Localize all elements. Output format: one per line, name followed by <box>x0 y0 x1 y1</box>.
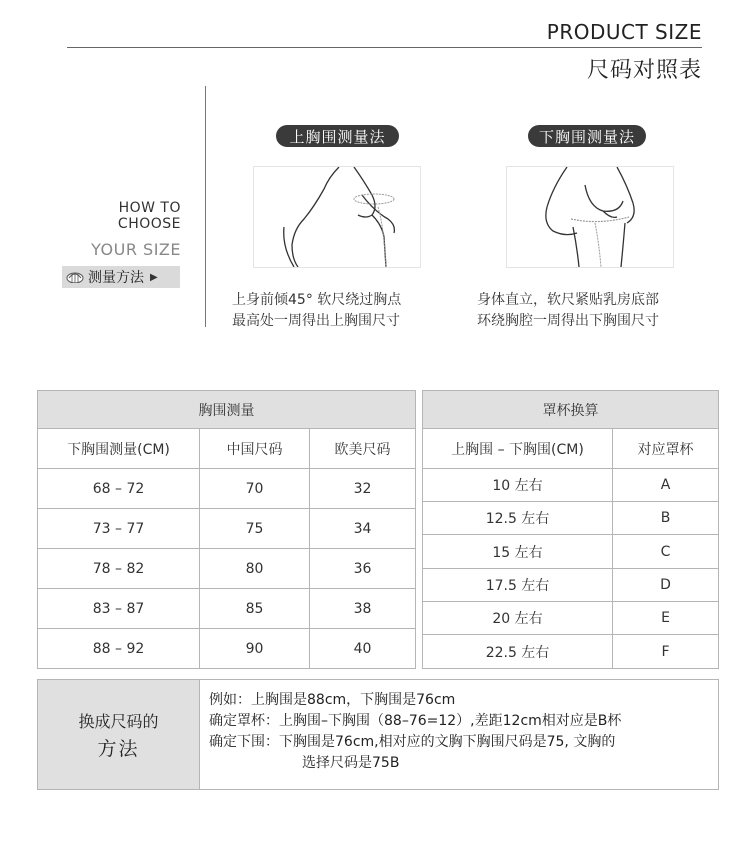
header-eu-size: 欧美尺码 <box>310 429 416 469</box>
note-line4: 选择尺码是75B <box>302 755 400 771</box>
bust-diff: 17.5 左右 <box>423 569 613 602</box>
cup-size: E <box>613 602 719 635</box>
table-row <box>38 629 416 669</box>
upper-bust-label: 上胸围测量法 <box>276 125 399 147</box>
note-label-line1: 换成尺码的 <box>78 711 159 731</box>
method-tag <box>62 266 180 288</box>
bust-diff: 12.5 左右 <box>423 502 613 535</box>
note-line1: 例如：上胸围是88cm，下胸围是76cm <box>209 692 456 708</box>
vertical-divider <box>205 86 206 327</box>
table-row <box>38 469 416 509</box>
underbust-range: 83 – 87 <box>38 589 200 629</box>
cn-size: 75 <box>200 509 310 549</box>
eu-size: 36 <box>310 549 416 589</box>
header-cn-size: 中国尺码 <box>200 429 310 469</box>
cup-size: F <box>613 635 719 669</box>
header-bust-diff: 上胸围 – 下胸围(CM) <box>423 429 613 469</box>
header-title-zh: 尺码对照表 <box>586 58 702 83</box>
table-row <box>38 509 416 549</box>
eu-size: 34 <box>310 509 416 549</box>
size-conversion-note <box>37 679 719 790</box>
under-bust-label: 下胸围测量法 <box>528 125 646 147</box>
cn-size: 70 <box>200 469 310 509</box>
table-row <box>423 569 719 602</box>
table-row <box>423 602 719 635</box>
cup-size: B <box>613 502 719 535</box>
under-caption-line2: 环绕胸腔一周得出下胸围尺寸 <box>477 313 659 329</box>
upper-bust-illustration <box>253 166 421 268</box>
table-row <box>423 469 719 502</box>
bust-diff: 10 左右 <box>423 469 613 502</box>
underbust-range: 68 – 72 <box>38 469 200 509</box>
header-cup: 对应罩杯 <box>613 429 719 469</box>
how-to-line1: HOW TO <box>118 200 181 216</box>
underbust-range: 88 – 92 <box>38 629 200 669</box>
table-row <box>423 535 719 569</box>
underbust-range: 78 – 82 <box>38 549 200 589</box>
eu-size: 40 <box>310 629 416 669</box>
under-bust-caption <box>477 290 659 332</box>
cup-icon <box>66 271 84 283</box>
upper-bust-caption <box>232 290 401 332</box>
bust-table-title: 胸围测量 <box>38 391 416 429</box>
table-row <box>423 635 719 669</box>
cup-size: C <box>613 535 719 569</box>
table-row <box>38 589 416 629</box>
bust-diff: 15 左右 <box>423 535 613 569</box>
bust-diff: 20 左右 <box>423 602 613 635</box>
cup-size: D <box>613 569 719 602</box>
note-label <box>38 680 200 789</box>
your-size-label: YOUR SIZE <box>91 240 181 259</box>
cn-size: 90 <box>200 629 310 669</box>
bust-measurement-table <box>37 390 416 669</box>
eu-size: 38 <box>310 589 416 629</box>
note-text <box>209 690 621 774</box>
cup-table-title: 罩杯换算 <box>423 391 719 429</box>
note-line2: 确定罩杯：上胸围–下胸围（88–76=12）,差距12cm相对应是B杯 <box>209 713 622 729</box>
cn-size: 85 <box>200 589 310 629</box>
header-underbust: 下胸围测量(CM) <box>38 429 200 469</box>
method-label: 测量方法 <box>88 270 144 286</box>
how-to-line2: CHOOSE <box>117 216 181 232</box>
cn-size: 80 <box>200 549 310 589</box>
bust-diff: 22.5 左右 <box>423 635 613 669</box>
header-title-en: PRODUCT SIZE <box>546 20 702 44</box>
underbust-range: 73 – 77 <box>38 509 200 549</box>
cup-conversion-table <box>422 390 719 669</box>
upper-caption-line2: 最高处一周得出上胸围尺寸 <box>232 313 400 329</box>
how-to-choose <box>118 200 181 232</box>
eu-size: 32 <box>310 469 416 509</box>
cup-size: A <box>613 469 719 502</box>
table-row <box>38 549 416 589</box>
upper-caption-line1: 上身前倾45° 软尺绕过胸点 <box>232 292 402 308</box>
table-row <box>423 502 719 535</box>
under-bust-illustration <box>506 166 674 268</box>
header-divider <box>67 47 702 48</box>
under-caption-line1: 身体直立，软尺紧贴乳房底部 <box>477 292 659 308</box>
note-line3: 确定下围：下胸围是76cm,相对应的文胸下胸围尺码是75, 文胸的 <box>209 734 616 750</box>
note-label-line2: 方法 <box>97 737 140 760</box>
triangle-right-icon: ▶ <box>150 271 158 283</box>
